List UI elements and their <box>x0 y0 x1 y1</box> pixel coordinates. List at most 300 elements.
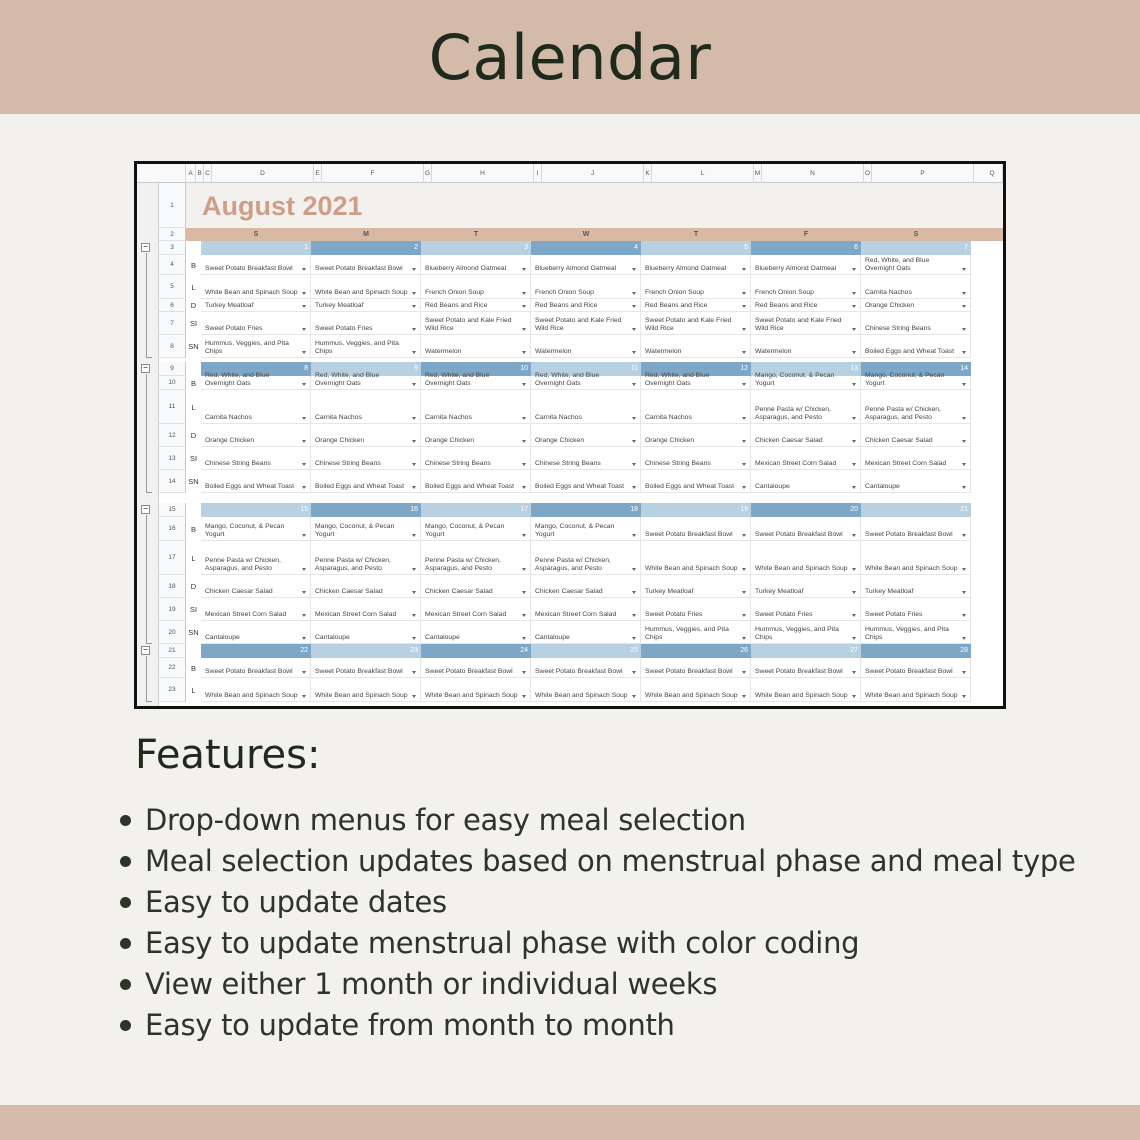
meal-dropdown-cell[interactable] <box>311 541 421 575</box>
meal-dropdown-cell[interactable] <box>531 390 641 424</box>
dropdown-arrow-icon[interactable] <box>632 614 636 617</box>
meal-dropdown-cell[interactable] <box>201 517 311 541</box>
meal-dropdown-cell[interactable] <box>311 447 421 470</box>
date-number[interactable]: 2 <box>311 241 421 255</box>
meal-dropdown-cell[interactable] <box>641 621 751 644</box>
meal-dropdown-cell[interactable] <box>751 621 861 644</box>
row-number[interactable]: 11 <box>159 390 186 424</box>
row-number[interactable]: 1 <box>159 183 186 228</box>
dropdown-arrow-icon[interactable] <box>412 695 416 698</box>
meal-dropdown-cell[interactable] <box>311 621 421 644</box>
meal-dropdown-cell[interactable] <box>861 424 971 447</box>
dropdown-arrow-icon[interactable] <box>522 463 526 466</box>
dropdown-arrow-icon[interactable] <box>632 568 636 571</box>
meal-dropdown-cell[interactable] <box>641 658 751 678</box>
meal-dropdown-cell[interactable] <box>201 255 311 275</box>
meal-dropdown-cell[interactable] <box>421 371 531 390</box>
dropdown-arrow-icon[interactable] <box>302 568 306 571</box>
dropdown-arrow-icon[interactable] <box>522 671 526 674</box>
date-number[interactable]: 9 <box>311 362 421 376</box>
dropdown-arrow-icon[interactable] <box>522 305 526 308</box>
dropdown-arrow-icon[interactable] <box>852 440 856 443</box>
column-letter-h[interactable]: H <box>432 164 534 183</box>
date-number[interactable]: 24 <box>421 644 531 658</box>
dropdown-arrow-icon[interactable] <box>632 591 636 594</box>
meal-dropdown-cell[interactable] <box>311 299 421 312</box>
row-number[interactable]: 14 <box>159 470 186 493</box>
dropdown-arrow-icon[interactable] <box>962 534 966 537</box>
row-number[interactable]: 2 <box>159 228 186 241</box>
date-number[interactable]: 12 <box>641 362 751 376</box>
dropdown-arrow-icon[interactable] <box>412 292 416 295</box>
dropdown-arrow-icon[interactable] <box>522 268 526 271</box>
column-letter-k[interactable]: K <box>644 164 652 183</box>
dropdown-arrow-icon[interactable] <box>302 637 306 640</box>
dropdown-arrow-icon[interactable] <box>742 568 746 571</box>
meal-dropdown-cell[interactable] <box>641 255 751 275</box>
meal-dropdown-cell[interactable] <box>311 678 421 702</box>
dropdown-arrow-icon[interactable] <box>962 695 966 698</box>
dropdown-arrow-icon[interactable] <box>412 568 416 571</box>
date-number[interactable]: 21 <box>861 503 971 517</box>
meal-dropdown-cell[interactable] <box>641 424 751 447</box>
meal-dropdown-cell[interactable] <box>311 371 421 390</box>
meal-dropdown-cell[interactable] <box>641 541 751 575</box>
dropdown-arrow-icon[interactable] <box>742 440 746 443</box>
row-number[interactable]: 23 <box>159 678 186 702</box>
meal-dropdown-cell[interactable] <box>421 255 531 275</box>
meal-dropdown-cell[interactable] <box>311 424 421 447</box>
dropdown-arrow-icon[interactable] <box>522 383 526 386</box>
dropdown-arrow-icon[interactable] <box>742 292 746 295</box>
dropdown-arrow-icon[interactable] <box>302 292 306 295</box>
meal-dropdown-cell[interactable] <box>311 658 421 678</box>
dropdown-arrow-icon[interactable] <box>852 568 856 571</box>
dropdown-arrow-icon[interactable] <box>962 671 966 674</box>
meal-dropdown-cell[interactable] <box>641 598 751 621</box>
dropdown-arrow-icon[interactable] <box>852 614 856 617</box>
dropdown-arrow-icon[interactable] <box>632 440 636 443</box>
dropdown-arrow-icon[interactable] <box>302 383 306 386</box>
dropdown-arrow-icon[interactable] <box>412 463 416 466</box>
meal-dropdown-cell[interactable] <box>751 541 861 575</box>
meal-dropdown-cell[interactable] <box>641 312 751 335</box>
meal-dropdown-cell[interactable] <box>641 575 751 598</box>
column-letter-p[interactable]: P <box>872 164 974 183</box>
column-letter-e[interactable]: E <box>314 164 322 183</box>
column-letter-i[interactable]: I <box>534 164 542 183</box>
meal-dropdown-cell[interactable] <box>201 447 311 470</box>
meal-dropdown-cell[interactable] <box>531 371 641 390</box>
dropdown-arrow-icon[interactable] <box>302 486 306 489</box>
dropdown-arrow-icon[interactable] <box>302 591 306 594</box>
meal-dropdown-cell[interactable] <box>201 371 311 390</box>
meal-dropdown-cell[interactable] <box>201 424 311 447</box>
meal-dropdown-cell[interactable] <box>421 424 531 447</box>
meal-dropdown-cell[interactable] <box>531 255 641 275</box>
meal-dropdown-cell[interactable] <box>421 575 531 598</box>
date-number[interactable]: 26 <box>641 644 751 658</box>
meal-dropdown-cell[interactable] <box>421 517 531 541</box>
meal-dropdown-cell[interactable] <box>751 678 861 702</box>
row-number[interactable]: 16 <box>159 517 186 541</box>
meal-dropdown-cell[interactable] <box>641 678 751 702</box>
column-letter-g[interactable]: G <box>424 164 432 183</box>
date-number[interactable]: 16 <box>311 503 421 517</box>
meal-dropdown-cell[interactable] <box>311 255 421 275</box>
row-number[interactable]: 6 <box>159 299 186 312</box>
column-letter-a[interactable]: A <box>186 164 196 183</box>
dropdown-arrow-icon[interactable] <box>412 440 416 443</box>
dropdown-arrow-icon[interactable] <box>962 351 966 354</box>
meal-dropdown-cell[interactable] <box>421 541 531 575</box>
date-number[interactable]: 18 <box>531 503 641 517</box>
date-number[interactable]: 1 <box>201 241 311 255</box>
meal-dropdown-cell[interactable] <box>201 658 311 678</box>
date-number[interactable]: 19 <box>641 503 751 517</box>
meal-dropdown-cell[interactable] <box>201 541 311 575</box>
dropdown-arrow-icon[interactable] <box>522 695 526 698</box>
date-number[interactable]: 8 <box>201 362 311 376</box>
meal-dropdown-cell[interactable] <box>421 312 531 335</box>
meal-dropdown-cell[interactable] <box>531 575 641 598</box>
row-number[interactable]: 21 <box>159 644 186 658</box>
dropdown-arrow-icon[interactable] <box>302 614 306 617</box>
dropdown-arrow-icon[interactable] <box>742 351 746 354</box>
dropdown-arrow-icon[interactable] <box>522 440 526 443</box>
dropdown-arrow-icon[interactable] <box>962 328 966 331</box>
dropdown-arrow-icon[interactable] <box>632 305 636 308</box>
dropdown-arrow-icon[interactable] <box>302 351 306 354</box>
row-number[interactable]: 13 <box>159 447 186 470</box>
dropdown-arrow-icon[interactable] <box>742 305 746 308</box>
meal-dropdown-cell[interactable] <box>531 517 641 541</box>
dropdown-arrow-icon[interactable] <box>852 383 856 386</box>
dropdown-arrow-icon[interactable] <box>962 268 966 271</box>
dropdown-arrow-icon[interactable] <box>852 486 856 489</box>
meal-dropdown-cell[interactable] <box>531 299 641 312</box>
meal-dropdown-cell[interactable] <box>201 299 311 312</box>
column-letter-n[interactable]: N <box>762 164 864 183</box>
dropdown-arrow-icon[interactable] <box>852 463 856 466</box>
meal-dropdown-cell[interactable] <box>201 470 311 493</box>
calendar-month-title[interactable]: August 2021 <box>202 191 363 221</box>
date-number[interactable]: 6 <box>751 241 861 255</box>
dropdown-arrow-icon[interactable] <box>962 486 966 489</box>
meal-dropdown-cell[interactable] <box>861 335 971 358</box>
dropdown-arrow-icon[interactable] <box>412 268 416 271</box>
row-number[interactable]: 3 <box>159 241 186 255</box>
meal-dropdown-cell[interactable] <box>421 335 531 358</box>
meal-dropdown-cell[interactable] <box>751 470 861 493</box>
dropdown-arrow-icon[interactable] <box>522 568 526 571</box>
dropdown-arrow-icon[interactable] <box>522 328 526 331</box>
dropdown-arrow-icon[interactable] <box>522 292 526 295</box>
dropdown-arrow-icon[interactable] <box>962 440 966 443</box>
meal-dropdown-cell[interactable] <box>861 390 971 424</box>
row-number[interactable]: 17 <box>159 541 186 575</box>
dropdown-arrow-icon[interactable] <box>852 328 856 331</box>
dropdown-arrow-icon[interactable] <box>302 463 306 466</box>
dropdown-arrow-icon[interactable] <box>962 383 966 386</box>
date-number[interactable]: 23 <box>311 644 421 658</box>
dropdown-arrow-icon[interactable] <box>742 671 746 674</box>
meal-dropdown-cell[interactable] <box>421 299 531 312</box>
meal-dropdown-cell[interactable] <box>311 335 421 358</box>
dropdown-arrow-icon[interactable] <box>962 637 966 640</box>
dropdown-arrow-icon[interactable] <box>302 305 306 308</box>
dropdown-arrow-icon[interactable] <box>302 328 306 331</box>
row-number[interactable]: 5 <box>159 275 186 299</box>
meal-dropdown-cell[interactable] <box>641 371 751 390</box>
meal-dropdown-cell[interactable] <box>421 275 531 299</box>
meal-dropdown-cell[interactable] <box>311 517 421 541</box>
column-letter-j[interactable]: J <box>542 164 644 183</box>
dropdown-arrow-icon[interactable] <box>412 383 416 386</box>
dropdown-arrow-icon[interactable] <box>742 534 746 537</box>
row-number[interactable]: 15 <box>159 503 186 517</box>
dropdown-arrow-icon[interactable] <box>412 591 416 594</box>
dropdown-arrow-icon[interactable] <box>412 671 416 674</box>
dropdown-arrow-icon[interactable] <box>632 534 636 537</box>
meal-dropdown-cell[interactable] <box>201 335 311 358</box>
dropdown-arrow-icon[interactable] <box>962 417 966 420</box>
dropdown-arrow-icon[interactable] <box>522 486 526 489</box>
dropdown-arrow-icon[interactable] <box>632 463 636 466</box>
meal-dropdown-cell[interactable] <box>201 621 311 644</box>
group-collapse-button[interactable]: − <box>141 505 150 514</box>
meal-dropdown-cell[interactable] <box>641 470 751 493</box>
group-collapse-button[interactable]: − <box>141 364 150 373</box>
meal-dropdown-cell[interactable] <box>531 470 641 493</box>
dropdown-arrow-icon[interactable] <box>742 383 746 386</box>
meal-dropdown-cell[interactable] <box>861 575 971 598</box>
dropdown-arrow-icon[interactable] <box>302 440 306 443</box>
meal-dropdown-cell[interactable] <box>861 678 971 702</box>
meal-dropdown-cell[interactable] <box>641 299 751 312</box>
meal-dropdown-cell[interactable] <box>751 658 861 678</box>
dropdown-arrow-icon[interactable] <box>632 695 636 698</box>
row-number[interactable]: 4 <box>159 255 186 275</box>
dropdown-arrow-icon[interactable] <box>742 591 746 594</box>
meal-dropdown-cell[interactable] <box>641 447 751 470</box>
meal-dropdown-cell[interactable] <box>531 312 641 335</box>
dropdown-arrow-icon[interactable] <box>412 417 416 420</box>
meal-dropdown-cell[interactable] <box>201 678 311 702</box>
date-number[interactable]: 11 <box>531 362 641 376</box>
meal-dropdown-cell[interactable] <box>421 621 531 644</box>
dropdown-arrow-icon[interactable] <box>742 463 746 466</box>
dropdown-arrow-icon[interactable] <box>852 292 856 295</box>
dropdown-arrow-icon[interactable] <box>412 328 416 331</box>
dropdown-arrow-icon[interactable] <box>962 591 966 594</box>
dropdown-arrow-icon[interactable] <box>852 591 856 594</box>
dropdown-arrow-icon[interactable] <box>632 486 636 489</box>
meal-dropdown-cell[interactable] <box>531 447 641 470</box>
dropdown-arrow-icon[interactable] <box>412 614 416 617</box>
column-letter-q[interactable]: Q <box>982 164 1003 183</box>
meal-dropdown-cell[interactable] <box>531 621 641 644</box>
meal-dropdown-cell[interactable] <box>421 447 531 470</box>
meal-dropdown-cell[interactable] <box>641 275 751 299</box>
dropdown-arrow-icon[interactable] <box>962 292 966 295</box>
meal-dropdown-cell[interactable] <box>861 447 971 470</box>
meal-dropdown-cell[interactable] <box>751 424 861 447</box>
date-number[interactable]: 5 <box>641 241 751 255</box>
select-all-corner[interactable] <box>159 164 186 183</box>
dropdown-arrow-icon[interactable] <box>742 637 746 640</box>
meal-dropdown-cell[interactable] <box>201 312 311 335</box>
dropdown-arrow-icon[interactable] <box>412 534 416 537</box>
meal-dropdown-cell[interactable] <box>531 335 641 358</box>
meal-dropdown-cell[interactable] <box>641 390 751 424</box>
date-number[interactable]: 27 <box>751 644 861 658</box>
meal-dropdown-cell[interactable] <box>751 598 861 621</box>
dropdown-arrow-icon[interactable] <box>412 305 416 308</box>
meal-dropdown-cell[interactable] <box>751 275 861 299</box>
dropdown-arrow-icon[interactable] <box>302 695 306 698</box>
meal-dropdown-cell[interactable] <box>311 312 421 335</box>
column-letter-c[interactable]: C <box>204 164 212 183</box>
date-number[interactable]: 3 <box>421 241 531 255</box>
row-number[interactable]: 10 <box>159 376 186 390</box>
meal-dropdown-cell[interactable] <box>421 678 531 702</box>
dropdown-arrow-icon[interactable] <box>522 614 526 617</box>
meal-dropdown-cell[interactable] <box>751 312 861 335</box>
dropdown-arrow-icon[interactable] <box>852 351 856 354</box>
dropdown-arrow-icon[interactable] <box>852 671 856 674</box>
dropdown-arrow-icon[interactable] <box>742 695 746 698</box>
row-number[interactable]: 20 <box>159 621 186 644</box>
meal-dropdown-cell[interactable] <box>531 275 641 299</box>
dropdown-arrow-icon[interactable] <box>302 268 306 271</box>
meal-dropdown-cell[interactable] <box>421 598 531 621</box>
meal-dropdown-cell[interactable] <box>531 678 641 702</box>
meal-dropdown-cell[interactable] <box>751 447 861 470</box>
meal-dropdown-cell[interactable] <box>201 575 311 598</box>
dropdown-arrow-icon[interactable] <box>522 351 526 354</box>
row-number[interactable]: 8 <box>159 335 186 358</box>
meal-dropdown-cell[interactable] <box>861 470 971 493</box>
meal-dropdown-cell[interactable] <box>751 575 861 598</box>
meal-dropdown-cell[interactable] <box>751 335 861 358</box>
dropdown-arrow-icon[interactable] <box>852 695 856 698</box>
date-number[interactable]: 15 <box>201 503 311 517</box>
meal-dropdown-cell[interactable] <box>421 658 531 678</box>
dropdown-arrow-icon[interactable] <box>962 568 966 571</box>
meal-dropdown-cell[interactable] <box>861 275 971 299</box>
dropdown-arrow-icon[interactable] <box>742 328 746 331</box>
meal-dropdown-cell[interactable] <box>751 390 861 424</box>
dropdown-arrow-icon[interactable] <box>302 417 306 420</box>
column-letter-f[interactable]: F <box>322 164 424 183</box>
dropdown-arrow-icon[interactable] <box>632 268 636 271</box>
row-number[interactable]: 9 <box>159 362 186 376</box>
meal-dropdown-cell[interactable] <box>861 658 971 678</box>
meal-dropdown-cell[interactable] <box>311 470 421 493</box>
meal-dropdown-cell[interactable] <box>861 371 971 390</box>
column-letter-l[interactable]: L <box>652 164 754 183</box>
dropdown-arrow-icon[interactable] <box>962 614 966 617</box>
row-number[interactable]: 18 <box>159 575 186 598</box>
row-number[interactable]: 7 <box>159 312 186 335</box>
meal-dropdown-cell[interactable] <box>641 517 751 541</box>
meal-dropdown-cell[interactable] <box>531 424 641 447</box>
column-letter-b[interactable]: B <box>196 164 204 183</box>
group-collapse-button[interactable]: − <box>141 243 150 252</box>
meal-dropdown-cell[interactable] <box>311 598 421 621</box>
meal-dropdown-cell[interactable] <box>751 371 861 390</box>
dropdown-arrow-icon[interactable] <box>742 614 746 617</box>
dropdown-arrow-icon[interactable] <box>522 637 526 640</box>
group-collapse-button[interactable]: − <box>141 646 150 655</box>
dropdown-arrow-icon[interactable] <box>962 463 966 466</box>
column-letter-o[interactable]: O <box>864 164 872 183</box>
column-letter-m[interactable]: M <box>754 164 762 183</box>
date-number[interactable]: 13 <box>751 362 861 376</box>
dropdown-arrow-icon[interactable] <box>522 417 526 420</box>
dropdown-arrow-icon[interactable] <box>742 268 746 271</box>
dropdown-arrow-icon[interactable] <box>742 486 746 489</box>
meal-dropdown-cell[interactable] <box>861 255 971 275</box>
dropdown-arrow-icon[interactable] <box>962 305 966 308</box>
meal-dropdown-cell[interactable] <box>641 335 751 358</box>
dropdown-arrow-icon[interactable] <box>632 351 636 354</box>
dropdown-arrow-icon[interactable] <box>632 383 636 386</box>
date-number[interactable]: 22 <box>201 644 311 658</box>
meal-dropdown-cell[interactable] <box>751 517 861 541</box>
dropdown-arrow-icon[interactable] <box>412 486 416 489</box>
dropdown-arrow-icon[interactable] <box>302 671 306 674</box>
meal-dropdown-cell[interactable] <box>861 312 971 335</box>
dropdown-arrow-icon[interactable] <box>632 637 636 640</box>
meal-dropdown-cell[interactable] <box>751 299 861 312</box>
dropdown-arrow-icon[interactable] <box>412 637 416 640</box>
dropdown-arrow-icon[interactable] <box>522 534 526 537</box>
dropdown-arrow-icon[interactable] <box>522 591 526 594</box>
dropdown-arrow-icon[interactable] <box>852 637 856 640</box>
dropdown-arrow-icon[interactable] <box>412 351 416 354</box>
meal-dropdown-cell[interactable] <box>201 390 311 424</box>
meal-dropdown-cell[interactable] <box>531 598 641 621</box>
meal-dropdown-cell[interactable] <box>311 390 421 424</box>
date-number[interactable]: 14 <box>861 362 971 376</box>
meal-dropdown-cell[interactable] <box>531 541 641 575</box>
meal-dropdown-cell[interactable] <box>751 255 861 275</box>
date-number[interactable]: 28 <box>861 644 971 658</box>
meal-dropdown-cell[interactable] <box>861 299 971 312</box>
row-number[interactable]: 19 <box>159 598 186 621</box>
meal-dropdown-cell[interactable] <box>201 598 311 621</box>
row-number[interactable]: 12 <box>159 424 186 447</box>
dropdown-arrow-icon[interactable] <box>742 417 746 420</box>
meal-dropdown-cell[interactable] <box>421 390 531 424</box>
dropdown-arrow-icon[interactable] <box>632 328 636 331</box>
dropdown-arrow-icon[interactable] <box>302 534 306 537</box>
dropdown-arrow-icon[interactable] <box>852 534 856 537</box>
meal-dropdown-cell[interactable] <box>861 598 971 621</box>
row-number[interactable]: 22 <box>159 658 186 678</box>
meal-dropdown-cell[interactable] <box>421 470 531 493</box>
dropdown-arrow-icon[interactable] <box>852 305 856 308</box>
date-number[interactable]: 10 <box>421 362 531 376</box>
dropdown-arrow-icon[interactable] <box>852 268 856 271</box>
dropdown-arrow-icon[interactable] <box>632 671 636 674</box>
meal-dropdown-cell[interactable] <box>531 658 641 678</box>
meal-dropdown-cell[interactable] <box>861 541 971 575</box>
date-number[interactable]: 25 <box>531 644 641 658</box>
meal-dropdown-cell[interactable] <box>311 575 421 598</box>
